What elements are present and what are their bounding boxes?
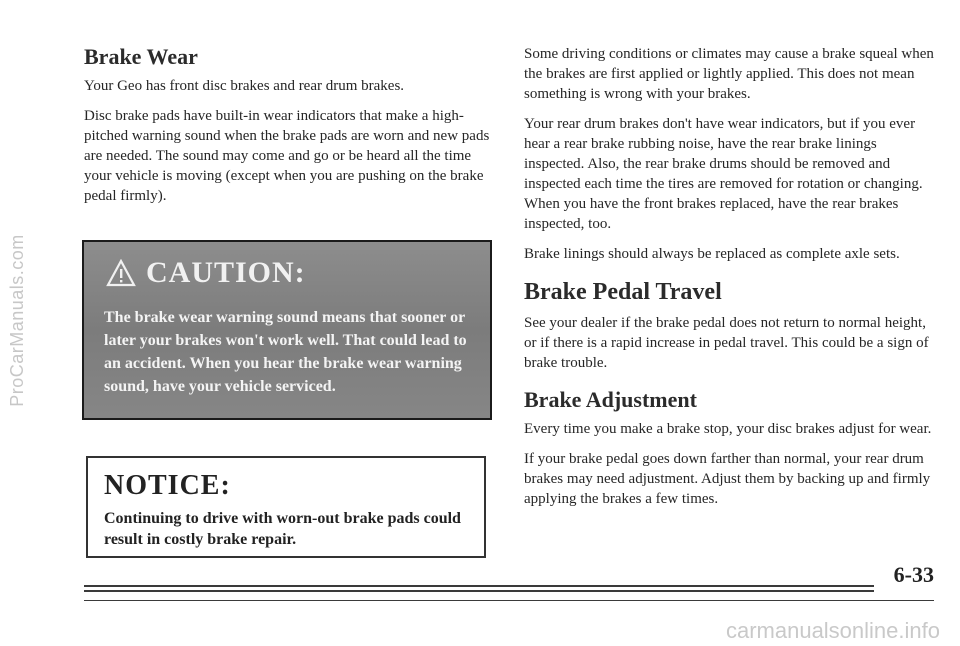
warning-triangle-icon: [106, 259, 136, 287]
footer-rule-3: [84, 600, 934, 601]
brake-adjustment-text-2: If your brake pedal goes down farther than normal, your rear drum brakes may need adjustment. Adjust them by backing up and firmly applying the brakes a few times.: [524, 451, 931, 508]
caution-header: [106, 256, 306, 290]
brake-squeal-text: Some driving conditions or climates may cause a brake squeal when the brakes are first applied or lightly applied. This does not mean something is wrong with your brakes.: [524, 46, 934, 102]
footer-rule-2: [84, 590, 874, 592]
left-column: [84, 44, 494, 216]
watermark-left-text: ProCarManuals.com: [6, 233, 27, 407]
caution-title: CAUTION:: [146, 256, 306, 289]
brake-pedal-travel-heading: Brake Pedal Travel: [524, 279, 722, 305]
caution-text: The brake wear warning sound means that sooner or later your brakes won't work well. That could lead to an accident. When you hear the brake wear warning sound, have your vehicle serviced.: [104, 309, 467, 395]
brake-adjustment-heading: Brake Adjustment: [524, 386, 697, 412]
footer-rule-1: [84, 585, 874, 587]
brake-wear-indicators-text: Disc brake pads have built-in wear indicators that make a high-pitched warning sound when the brake pads are worn and new pads are needed. The sound may come and go or be heard all the time your vehicle is moving (except when you are pushing on the brake pedal firmly).: [84, 108, 490, 205]
brake-wear-intro: Your Geo has front disc brakes and rear drum brakes.: [84, 78, 405, 95]
brake-pedal-travel-text: See your dealer if the brake pedal does not return to normal height, or if there is a rapid increase in pedal travel. This could be a sign of brake trouble.: [524, 314, 929, 371]
notice-box: [86, 456, 486, 558]
watermark-bottom: carmanualsonline.info: [725, 618, 940, 643]
brake-wear-heading: Brake Wear: [84, 44, 198, 69]
page-number: 6-33: [893, 562, 934, 587]
brake-linings-text: Brake linings should always be replaced as complete axle sets.: [524, 246, 900, 262]
watermark-left: [3, 40, 31, 600]
notice-title: NOTICE:: [104, 470, 231, 501]
right-column: [524, 44, 934, 519]
rear-drum-text: Your rear drum brakes don't have wear indicators, but if you ever hear a rear brake rubbing noise, have the rear brake linings inspected. Also, the rear brake drums should be removed and inspected each time the tires are removed for rotation or changing. When you have the front brakes replaced, have the rear brakes inspected, too.: [524, 116, 923, 232]
brake-adjustment-text-1: Every time you make a brake stop, your disc brakes adjust for wear.: [524, 421, 932, 438]
caution-box: [82, 240, 492, 420]
notice-text: Continuing to drive with worn-out brake pads could result in costly brake repair.: [104, 510, 461, 548]
